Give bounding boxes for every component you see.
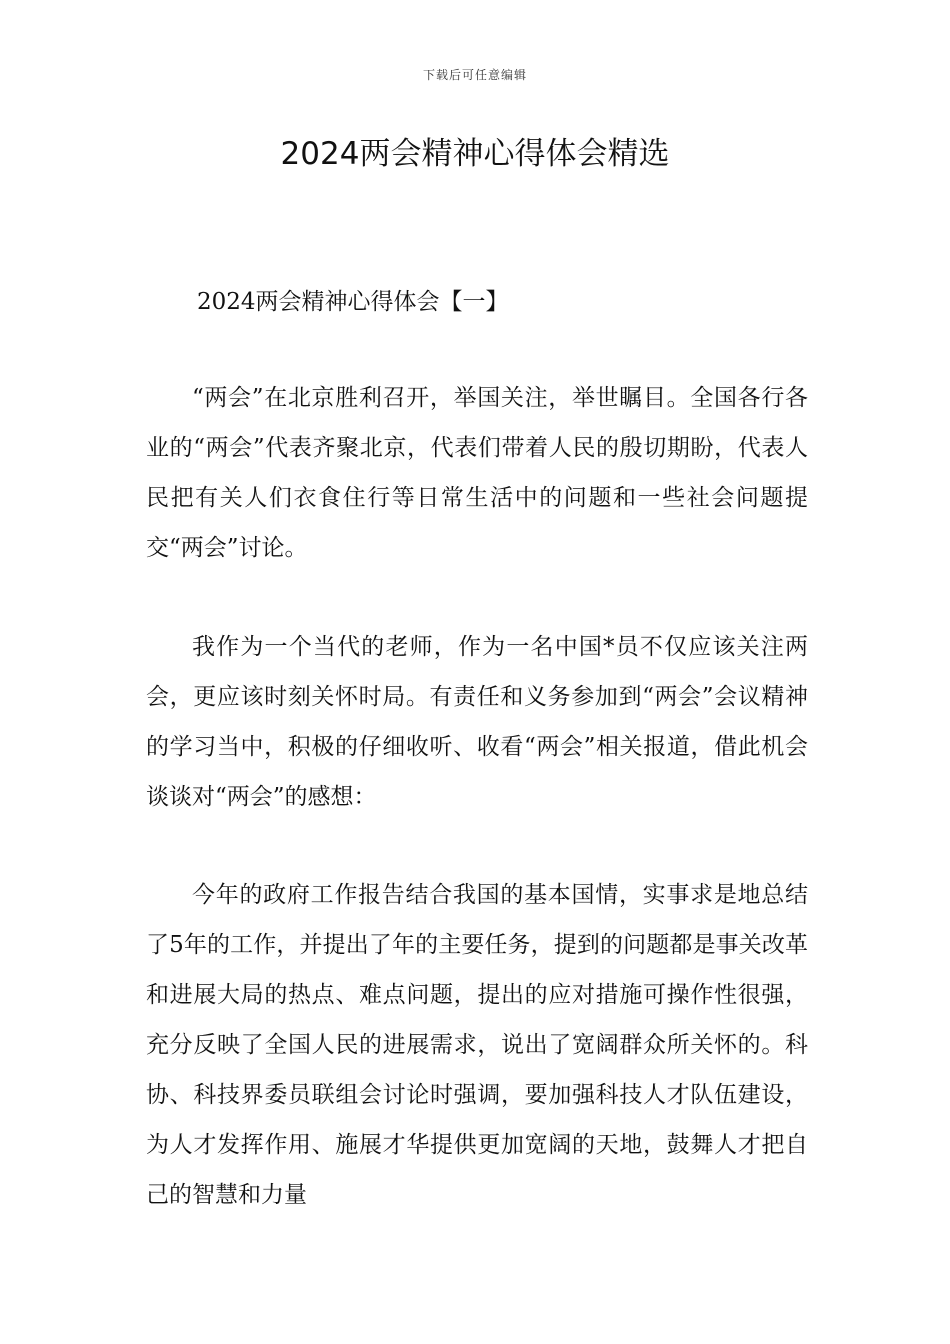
paragraph-block-1: [146, 373, 808, 573]
section-heading: 2024两会精神心得体会【一】: [197, 289, 509, 315]
header-note: 下载后可任意编辑: [422, 68, 527, 82]
body-paragraph: 今年的政府工作报告结合我国的基本国情，实事求是地总结了5年的工作，并提出了年的主要任务，提到的问题都是事关改革和进展大局的热点、难点问题，提出的应对措施可操作性很强，充分反映了全国人民的进展需求，说出了宽阔群众所关怀的。科协、科技界委员联组会讨论时强调，要加强科技人才队伍建设，为人才发挥作用、施展才华提供更加宽阔的天地，鼓舞人才把自己的智慧和力量: [146, 882, 808, 1208]
document-title: 2024两会精神心得体会精选: [280, 136, 670, 172]
body-paragraph: 我作为一个当代的老师，作为一名中国*员不仅应该关注两会，更应该时刻关怀时局。有责任和义务参加到“两会”会议精神的学习当中，积极的仔细收听、收看“两会”相关报道，借此机会谈谈对“两会”的感想：: [146, 634, 808, 810]
paragraph-block-3: [146, 870, 808, 1220]
body-paragraph: “两会”在北京胜利召开，举国关注，举世瞩目。全国各行各业的“两会”代表齐聚北京，代表们带着人民的殷切期盼，代表人民把有关人们衣食住行等日常生活中的问题和一些社会问题提交“两会”讨论。: [146, 385, 808, 561]
paragraph-block-2: [146, 622, 808, 822]
